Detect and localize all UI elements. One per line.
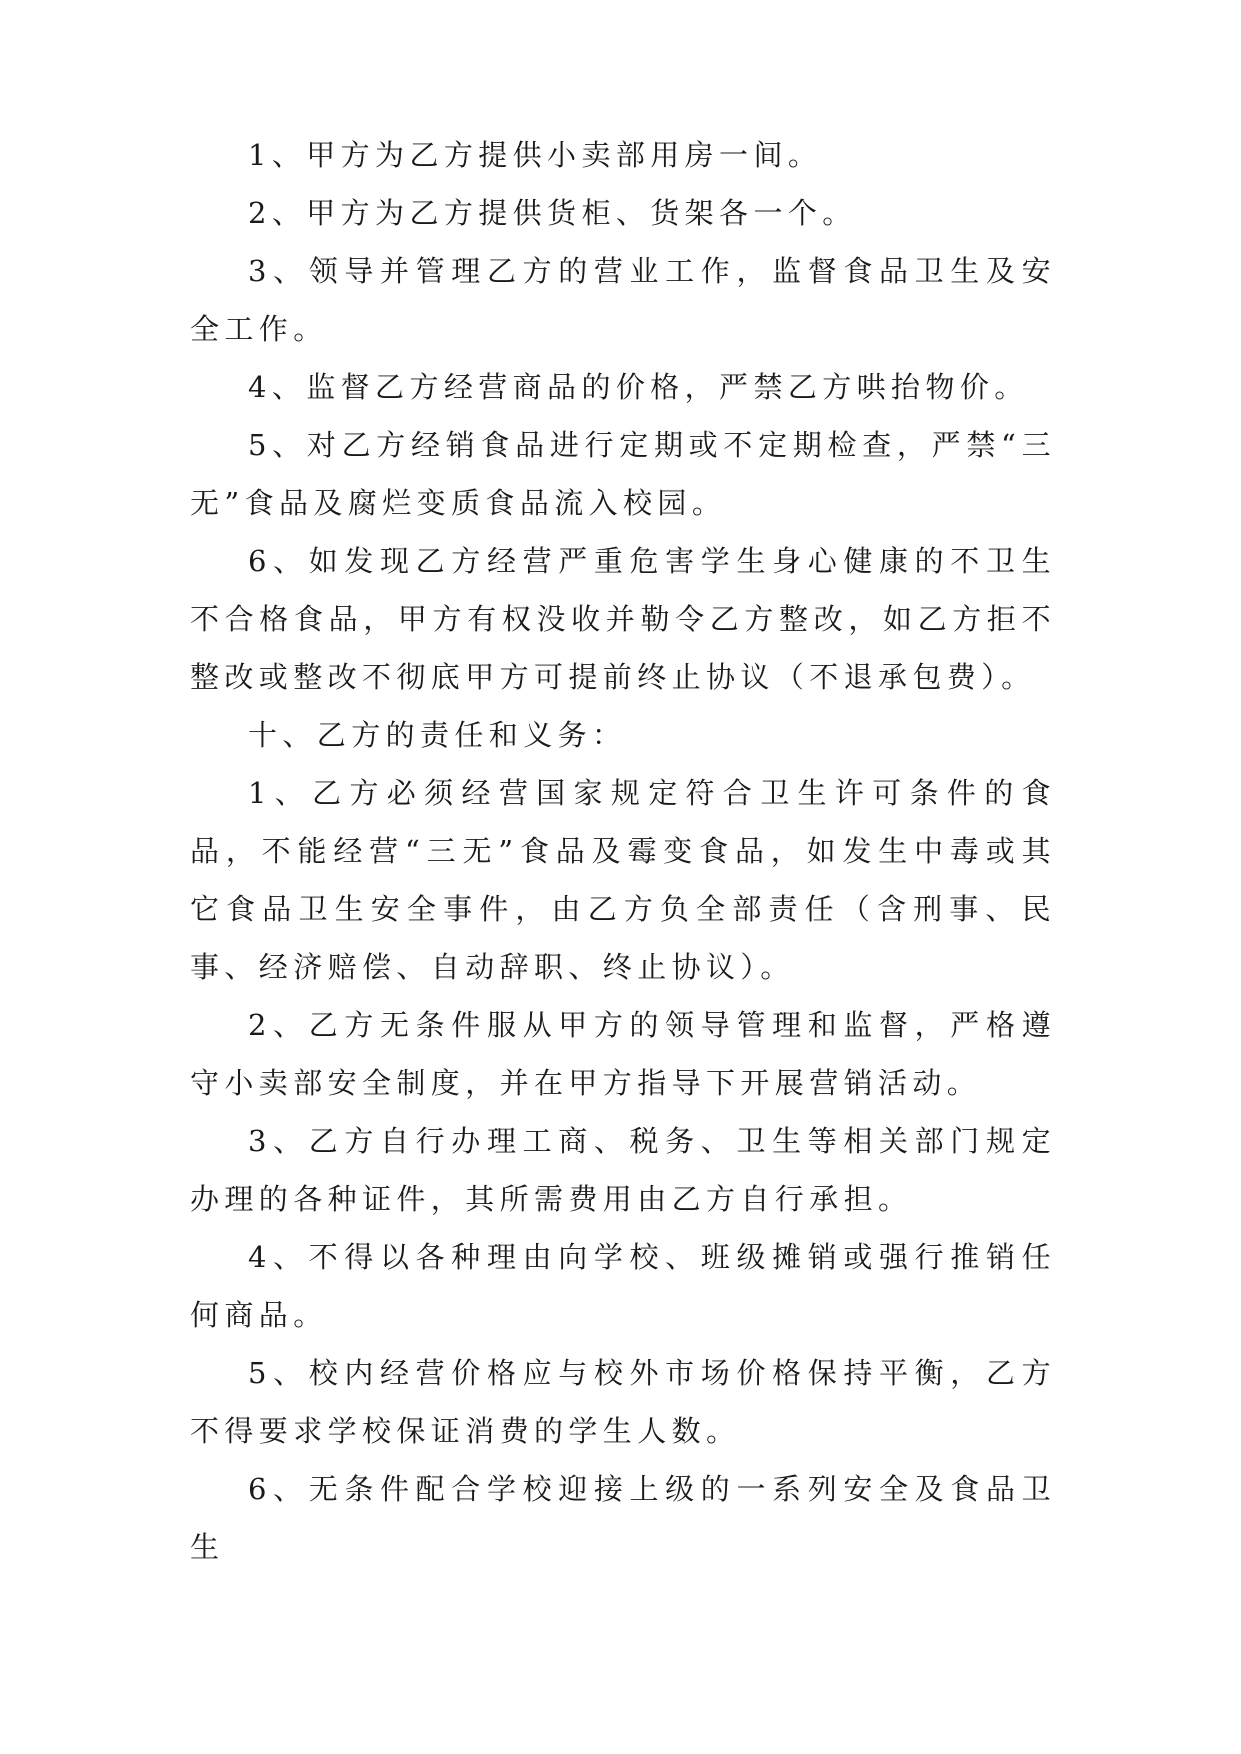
clause-5-inspection: 5、对乙方经销食品进行定期或不定期检查，严禁“三无”食品及腐烂变质食品流入校园。 xyxy=(190,428,1056,520)
document-page xyxy=(190,126,1056,1576)
duty-5-pricing-balance: 5、校内经营价格应与校外市场价格保持平衡，乙方不得要求学校保证消费的学生人数。 xyxy=(190,1356,1056,1448)
clause-6-rectification: 6、如发现乙方经营严重危害学生身心健康的不卫生不合格食品，甲方有权没收并勒令乙方整改，如乙方拒不整改或整改不彻底甲方可提前终止协议（不退承包费）。 xyxy=(190,544,1056,694)
duty-6-cooperate-inspections: 6、无条件配合学校迎接上级的一系列安全及食品卫生 xyxy=(190,1472,1056,1564)
duty-1-food-safety: 1、乙方必须经营国家规定符合卫生许可条件的食品，不能经营“三无”食品及霉变食品，如发生中毒或其它食品卫生安全事件，由乙方负全部责任（含刑事、民事、经济赔偿、自动辞职、终止协议）。 xyxy=(190,776,1056,984)
clause-1-room: 1、甲方为乙方提供小卖部用房一间。 xyxy=(248,138,823,172)
clause-3-management: 3、领导并管理乙方的营业工作，监督食品卫生及安全工作。 xyxy=(190,254,1056,346)
clause-4-price-supervision: 4、监督乙方经营商品的价格，严禁乙方哄抬物价。 xyxy=(248,370,1029,404)
section-heading-party-b-duties: 十、乙方的责任和义务： xyxy=(248,718,627,752)
duty-3-licenses: 3、乙方自行办理工商、税务、卫生等相关部门规定办理的各种证件，其所需费用由乙方自行承担。 xyxy=(190,1124,1056,1216)
duty-2-obey-management: 2、乙方无条件服从甲方的领导管理和监督，严格遵守小卖部安全制度，并在甲方指导下开展营销活动。 xyxy=(190,1008,1056,1100)
clause-2-shelves: 2、甲方为乙方提供货柜、货架各一个。 xyxy=(248,196,857,230)
duty-4-no-forced-sales: 4、不得以各种理由向学校、班级摊销或强行推销任何商品。 xyxy=(190,1240,1056,1332)
